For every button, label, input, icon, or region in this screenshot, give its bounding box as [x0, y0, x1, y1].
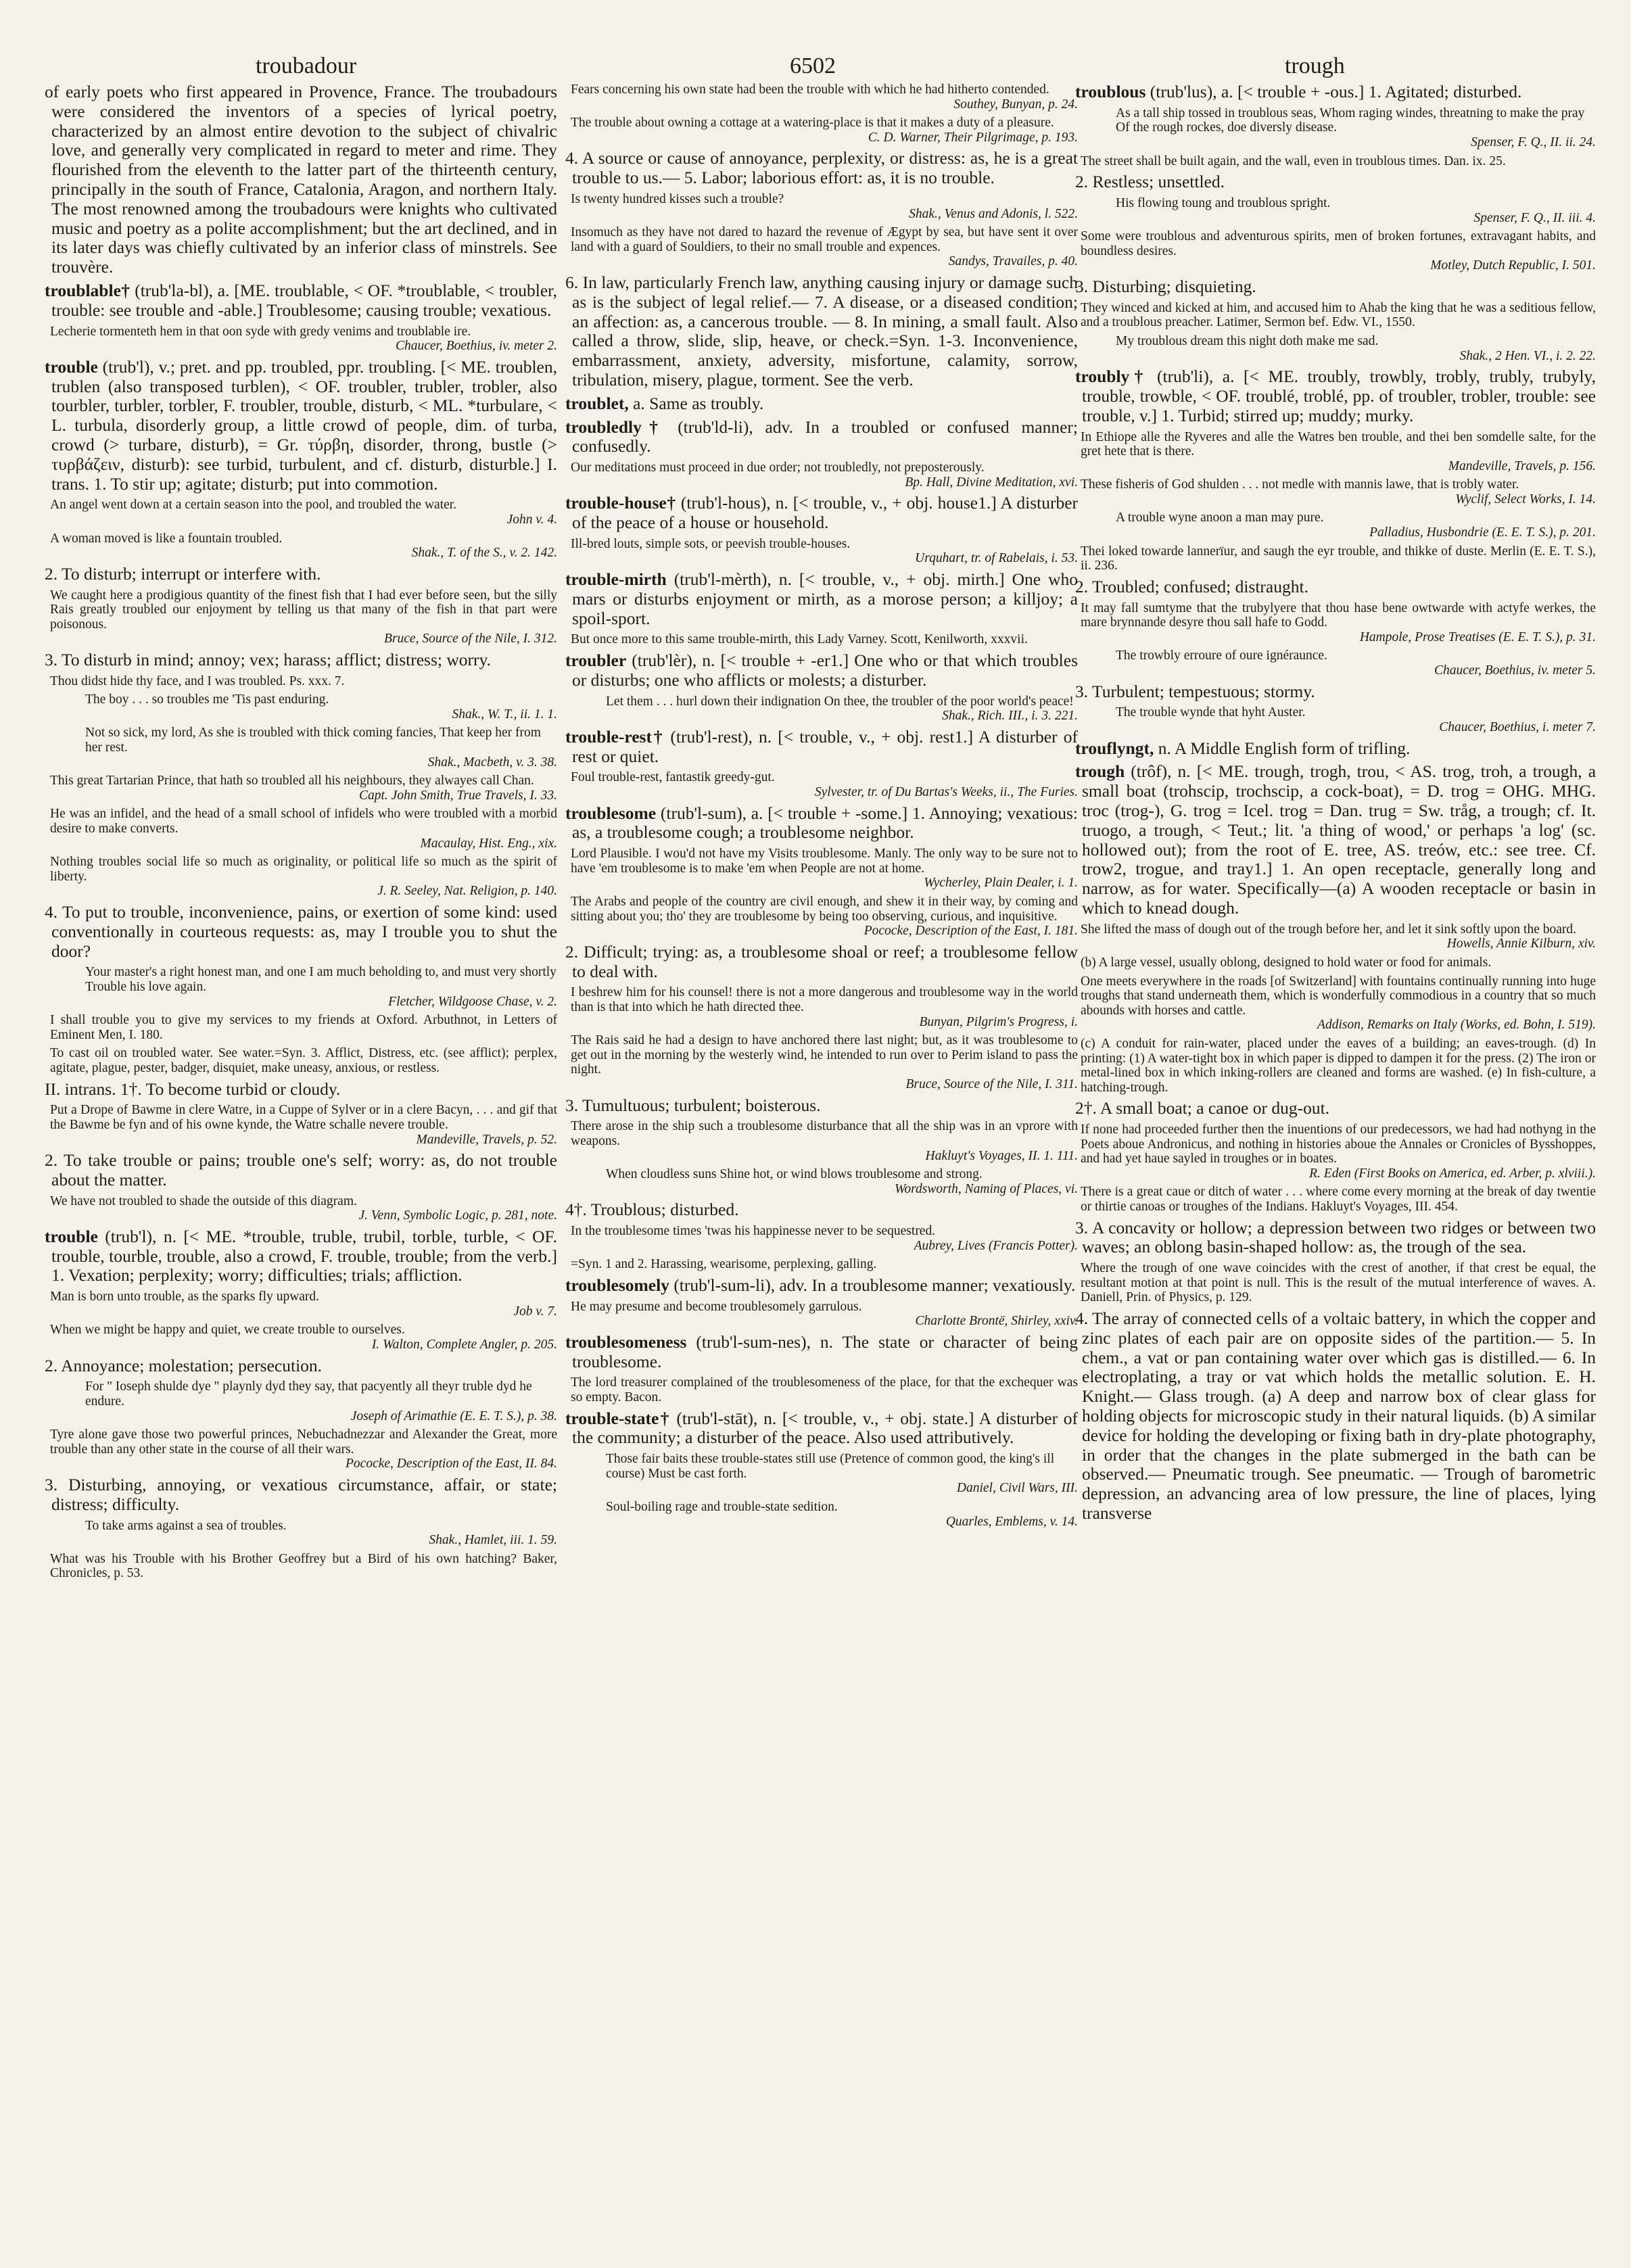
entry-text: The boy . . . so troubles me 'Tis past enduring. — [85, 692, 329, 707]
entry-text: Is twenty hundred kisses such a trouble? — [571, 191, 784, 206]
entry-text: We have not troubled to shade the outside of this diagram. — [50, 1194, 357, 1208]
entry-text: He may presume and become troublesomely garrulous. — [571, 1299, 862, 1314]
entry-text: Let them . . . hurl down their indignation On thee, the troubler of the poor world's peace! — [606, 694, 1074, 709]
definition-paragraph — [565, 149, 1078, 188]
entry-text: Thei loked towarde lannerïur, and saugh the eyr trouble, and thikke of duste. Merlin (E. E. T. S.), ii. 236. — [1081, 544, 1596, 573]
entry-text: (trub'l-mèrth), n. [< trouble, v., + obj. mirth.] One who mars or disturbs enjoyment or mirth, as a morose person; a killjoy; a spoil-sport. — [572, 569, 1078, 628]
definition-paragraph — [565, 1096, 1078, 1116]
entry-text: 2. To take trouble or pains; trouble one's self; worry: as, do not trouble about the matter. — [45, 1150, 557, 1189]
entry-text: They winced and kicked at him, and accused him to Ahab the king that he was a seditious fellow, and a troublous preacher. Latimer, Sermon bef. Edw. VI., 1550. — [1081, 300, 1596, 330]
quotation — [565, 116, 1078, 145]
dictionary-entry — [1075, 367, 1596, 425]
quotation — [45, 1194, 557, 1223]
citation-source: Wyclif, Select Works, I. 14. — [1455, 492, 1596, 506]
entry-text: II. intrans. 1†. To become turbid or cloudy. — [45, 1079, 341, 1099]
quotation — [45, 1379, 557, 1423]
quotation — [565, 770, 1078, 799]
citation-source: Quarles, Emblems, v. 14. — [945, 1514, 1078, 1529]
entry-text: (trub'li), a. [< ME. troubly, trowbly, trobly, trubly, trubyly, trouble, trowble, < OF. troublé, troblé, pp. of troubler, trobler, trouble: see trouble, v.] 1. Turbid; stirred up; muddy; murky. — [1082, 367, 1596, 425]
citation-source: Daniel, Civil Wars, III. — [956, 1481, 1078, 1496]
quotation — [565, 1300, 1078, 1329]
quotation — [45, 1290, 557, 1319]
entry-text: The trouble wynde that hyht Auster. — [1116, 705, 1306, 720]
citation-source: Shak., Rich. III., i. 3. 221. — [942, 709, 1078, 724]
citation-source: Wordsworth, Naming of Places, vi. — [894, 1181, 1078, 1196]
dictionary-entry — [565, 1409, 1078, 1448]
entry-text: The trowbly erroure of oure ignéraunce. — [1116, 648, 1327, 663]
quotation — [1075, 229, 1596, 273]
entry-text: (trub'la-bl), a. [ME. troublable, < OF. *troublable, < troubler, trouble: see trouble and -able.] Troublesome; causing trouble; vexatious. — [51, 280, 557, 320]
quotation — [1075, 922, 1596, 951]
dictionary-entry — [565, 1276, 1078, 1296]
entry-text: 3. Tumultuous; turbulent; boisterous. — [565, 1095, 821, 1115]
column-1 — [45, 82, 557, 2253]
quotation — [45, 1427, 557, 1471]
entry-text: (trub'l), n. [< ME. *trouble, truble, trubil, torble, turble, < OF. trouble, tourble, trouble, also a crowd, F. trouble, trouble; from the verb.] 1. Vexation; perplexity; worry; difficulties; trials; affliction. — [51, 1226, 557, 1285]
quotation — [1075, 705, 1596, 734]
citation-source: Sylvester, tr. of Du Bartas's Weeks, ii., The Furies. — [814, 785, 1078, 800]
quotation — [565, 985, 1078, 1029]
entry-text: For " Ioseph shulde dye " playnly dyd they say, that pacyently all theyr truble dyd he endure. — [85, 1379, 532, 1409]
quotation — [565, 225, 1078, 269]
entry-text: In the troublesome times 'twas his happinesse never to be sequestred. — [571, 1224, 936, 1239]
headword: troubler — [565, 651, 627, 671]
citation-source: Chaucer, Boethius, iv. meter 2. — [395, 339, 557, 354]
quotation — [1075, 1185, 1596, 1214]
entry-text: 2. Annoyance; molestation; persecution. — [45, 1355, 323, 1375]
entry-text: The Arabs and people of the country are civil enough, and shew it in their way, by coming and sitting about you; tho' they are troublesome by being too observing, curious, and inquisitive. — [571, 895, 1078, 924]
quotation — [45, 965, 557, 1009]
quotation — [45, 1552, 557, 1581]
definition-paragraph — [1075, 172, 1596, 192]
quotation — [45, 588, 557, 646]
definition-paragraph — [45, 903, 557, 961]
dictionary-entry — [565, 394, 1078, 414]
quotation — [45, 774, 557, 803]
entry-text: (trub'ld-li), adv. In a troubled or confused manner; confusedly. — [572, 417, 1078, 456]
headword: troublet, — [565, 393, 629, 413]
entry-text: 3. Turbulent; tempestuous; stormy. — [1075, 681, 1315, 701]
entry-text: (c) A conduit for rain-water, placed under the eaves of a building; an eaves-trough. (d) In printing: (1) A water-tight box in which paper is dipped to dampen it for the press. (2) The iron or metal-lined box in which inking-rollers are cleaned and forms are washed. (e) In fish-culture, a hatching-trough. — [1081, 1036, 1596, 1095]
quotation — [45, 674, 557, 689]
entry-text: 2. To disturb; interrupt or interfere with. — [45, 563, 321, 584]
headword: trouble — [45, 356, 98, 377]
entry-text: =Syn. 1 and 2. Harassing, wearisome, perplexing, galling. — [571, 1257, 877, 1272]
definition-paragraph — [1075, 577, 1596, 597]
entry-text: a. Same as troubly. — [633, 393, 764, 413]
quotation — [1075, 334, 1596, 363]
definition-paragraph — [45, 1475, 557, 1515]
entry-text: If none had proceeded further then the inuentions of our predecessors, we had had nothyng in the Poets aboue Andronicus, and nothing in histories aboue the Annales or Cronicles of Bysshoppes, and had yet haue sayled in troughes or in boates. — [1081, 1123, 1596, 1166]
dictionary-entry — [565, 804, 1078, 843]
quotation — [45, 855, 557, 899]
definition-paragraph — [45, 1080, 557, 1100]
quotation — [565, 632, 1078, 647]
definition-paragraph — [45, 1356, 557, 1376]
entry-text: (trub'l-hous), n. [< trouble, v., + obj. house1.] A disturber of the peace of a house or household. — [572, 493, 1078, 533]
definition-paragraph — [1075, 1099, 1596, 1118]
citation-source: Macaulay, Hist. Eng., xix. — [420, 836, 557, 851]
dictionary-entry — [45, 358, 557, 494]
entry-text: What was his Trouble with his Brother Geoffrey but a Bird of his own hatching? Baker, Chronicles, p. 53. — [50, 1551, 557, 1581]
citation-source: Palladius, Husbondrie (E. E. T. S.), p. 201. — [1369, 525, 1596, 540]
entry-text: 3. To disturb in mind; annoy; vex; harass; afflict; distress; worry. — [45, 649, 491, 669]
citation-source: Southey, Bunyan, p. 24. — [953, 97, 1078, 112]
entry-text: I beshrew him for his counsel! there is not a more dangerous and troublesome way in the world than is that into which he hath directed thee. — [571, 985, 1078, 1014]
definition-paragraph — [45, 565, 557, 584]
entry-text: (trub'l-sum-nes), n. The state or character of being troublesome. — [572, 1331, 1078, 1371]
entry-text: 2†. A small boat; a canoe or dug-out. — [1075, 1098, 1330, 1118]
entry-text: A woman moved is like a fountain troubled. — [50, 531, 283, 546]
headword: trough — [1075, 761, 1125, 782]
entry-text: Soul-boiling rage and trouble-state sedition. — [606, 1500, 838, 1515]
citation-source: John v. 4. — [506, 512, 557, 527]
entry-text: 4. To put to trouble, inconvenience, pains, or exertion of some kind: used conventionally in courteous requests: as, may I trouble you to shut the door? — [45, 901, 557, 961]
entry-text: (b) A large vessel, usually oblong, designed to hold water or food for animals. — [1081, 955, 1492, 970]
definition-paragraph — [1075, 1309, 1596, 1523]
quotation — [1075, 1037, 1596, 1095]
entry-text: (trub'l), v.; pret. and pp. troubled, ppr. troubling. [< ME. troublen, trublen (also transposed turblen), < OF. troubler, trubler, trobler, also tourbler, turbler, torbler, F. troubler, trouble, disturb, < ML. *turbulare, < L. turbula, disorderly group, a little crowd of people, dim. of turba, crowd (> turbare, disturb), = Gr. τύρβη, disorder, throng, bustle (> τυρβάζειν, disturb): see turbid, turbulent, and cf. disturb, disturble.] I. trans. 1. To stir up; agitate; disturb; put into commotion. — [51, 356, 557, 494]
headword: trouble-state† — [565, 1408, 671, 1428]
dictionary-entry — [565, 728, 1078, 767]
definition-paragraph — [1075, 1219, 1596, 1258]
definition-paragraph — [45, 82, 557, 277]
citation-source: Mandeville, Travels, p. 52. — [416, 1132, 557, 1147]
entry-text: The Rais said he had a design to have anchored there last night; but, as it was troublesome to get out in the morning by the westerly wind, he intended to run over to Perim island to pass the night. — [571, 1033, 1078, 1077]
dictionary-entry — [565, 494, 1078, 533]
entry-text: When we might be happy and quiet, we create trouble to ourselves. — [50, 1323, 405, 1338]
citation-source: Charlotte Brontë, Shirley, xxiv. — [915, 1314, 1078, 1329]
quotation — [45, 1103, 557, 1147]
quotation — [1075, 154, 1596, 169]
entry-text: There arose in the ship such a troublesome disturbance that all the ship was in an vprore with weapons. — [571, 1119, 1078, 1148]
entry-text: To cast oil on troubled water. See water.=Syn. 3. Afflict, Distress, etc. (see afflict); perplex, agitate, plague, pester, badger, disquiet, make uneasy, anxious, or restless. — [50, 1046, 557, 1075]
quotation — [45, 1323, 557, 1352]
definition-paragraph — [565, 273, 1078, 390]
entry-text: 4†. Troublous; disturbed. — [565, 1200, 739, 1220]
quotation — [45, 1519, 557, 1548]
quotation — [1075, 955, 1596, 970]
entry-text: Those fair baits these trouble-states still use (Pretence of common good, the king's ill course) Must be cast forth. — [606, 1452, 1055, 1481]
headword: troublable† — [45, 280, 131, 300]
quotation — [1075, 974, 1596, 1033]
quotation — [1075, 1123, 1596, 1181]
quotation — [1075, 648, 1596, 678]
quotation — [45, 1013, 557, 1042]
quotation — [565, 1167, 1078, 1196]
quotation — [565, 1452, 1078, 1496]
entry-text: To take arms against a sea of troubles. — [85, 1518, 287, 1533]
quotation — [45, 531, 557, 561]
quotation — [45, 807, 557, 851]
definition-paragraph — [1075, 277, 1596, 297]
citation-source: Shak., W. T., ii. 1. 1. — [452, 707, 557, 722]
column-2 — [565, 82, 1078, 2253]
dictionary-entry — [565, 418, 1078, 457]
entry-text: of early poets who first appeared in Provence, France. The troubadours were considered the inventors of a species of lyrical poetry, characterized by an almost entire devotion to the subject of chivalric love, and generally very complicated in regard to meter and rime. They flourished from the eleventh to the latter part of the thirteenth century, principally in the south of France, Catalonia, Aragon, and northern Italy. The most renowned among the troubadours were knights who cultivated music and poetry as a polite accomplishment; but the art declined, and in its later days was chiefly cultivated by an inferior class of minstrels. See trouvère. — [45, 82, 557, 277]
citation-source: Hampole, Prose Treatises (E. E. T. S.), p. 31. — [1359, 630, 1596, 644]
entry-text: Not so sick, my lord, As she is troubled with thick coming fancies, That keep her from her rest. — [85, 726, 541, 755]
entry-text: n. A Middle English form of trifling. — [1158, 738, 1411, 758]
entry-text: Nothing troubles social life so much as originality, or political life so much as the spirit of liberty. — [50, 855, 557, 884]
quotation — [565, 192, 1078, 221]
headword: trouble-house† — [565, 493, 676, 513]
entry-text: (trub'l-sum), a. [< trouble + -some.] 1. Annoying; vexatious: as, a troublesome cough; a troublesome neighbor. — [572, 803, 1078, 843]
citation-source: Pococke, Description of the East, I. 181. — [864, 924, 1078, 939]
entry-text: I shall trouble you to give my services to my friends at Oxford. Arbuthnot, in Letters of Eminent Men, I. 180. — [50, 1013, 557, 1042]
entry-text: An angel went down at a certain season into the pool, and troubled the water. — [50, 498, 457, 513]
headword: trouble-mirth — [565, 569, 667, 590]
quotation — [45, 498, 557, 527]
quotation — [1075, 430, 1596, 474]
left-guide-word: troubadour — [256, 53, 357, 78]
entry-text: Where the trough of one wave coincides with the crest of another, if that crest be equal, the resultant motion at that point is null. This is the result of the mutual interference of waves. A. Daniell, Prin. of Physics, p. 129. — [1081, 1261, 1596, 1305]
citation-source: Pococke, Description of the East, II. 84. — [346, 1457, 557, 1471]
quotation — [1075, 477, 1596, 506]
citation-source: Mandeville, Travels, p. 156. — [1448, 458, 1596, 473]
entry-text: A trouble wyne anoon a man may pure. — [1116, 511, 1324, 525]
headword: troublous — [1075, 82, 1146, 101]
quotation — [565, 1257, 1078, 1272]
citation-source: J. R. Seeley, Nat. Religion, p. 140. — [377, 884, 557, 899]
entry-text: Ill-bred louts, simple sots, or peevish trouble-houses. — [571, 536, 851, 551]
quotation — [565, 82, 1078, 112]
entry-text: 2. Difficult; trying: as, a troublesome shoal or reef; a troublesome fellow to deal with. — [565, 941, 1078, 981]
citation-source: Job v. 7. — [513, 1304, 557, 1319]
entry-text: Foul trouble-rest, fantastik greedy-gut. — [571, 770, 775, 785]
definition-paragraph — [1075, 682, 1596, 702]
entry-text: (trub'l-sum-li), adv. In a troublesome manner; vexatiously. — [673, 1275, 1076, 1295]
headword: troubly† — [1075, 367, 1148, 387]
entry-text: 3. A concavity or hollow; a depression between two ridges or between two waves; an oblong basin-shaped hollow: as, the trough of the sea. — [1075, 1217, 1596, 1257]
entry-text: Insomuch as they have not dared to hazard the revenue of Ægypt by sea, but have sent it over land with a guard of Souldiers, to their no small trouble and expences. — [571, 225, 1078, 254]
entry-text: 2. Troubled; confused; distraught. — [1075, 576, 1308, 596]
quotation — [1075, 511, 1596, 540]
dictionary-entry — [565, 1333, 1078, 1372]
entry-text: Lecherie tormenteth hem in that oon syde with gredy venims and troublable ire. — [50, 324, 471, 339]
page-number: 6502 — [790, 53, 836, 78]
quotation — [1075, 106, 1596, 150]
quotation — [45, 692, 557, 722]
entry-text: We caught here a prodigious quantity of the finest fish that I had ever before seen, but the silly Rais greatly troubled our enjoyment by telling us that many of the fish in that part were poisonous. — [50, 588, 557, 632]
quotation — [565, 1500, 1078, 1529]
entry-text: One meets everywhere in the roads [of Switzerland] with fountains continually running into huge troughs that stand underneath them, which is wonderfully commodious in a country that so much abounds with horses and cattle. — [1081, 974, 1596, 1018]
citation-source: Bp. Hall, Divine Meditation, xvi. — [905, 475, 1078, 490]
quotation — [565, 1224, 1078, 1253]
headword: troublesome — [565, 803, 657, 823]
citation-source: Shak., T. of the S., v. 2. 142. — [411, 546, 557, 561]
entry-text: These fisheris of God shulden . . . not medle with mannis lawe, that is trobly water. — [1081, 477, 1519, 492]
citation-source: Chaucer, Boethius, i. meter 7. — [1439, 720, 1596, 734]
quotation — [45, 325, 557, 354]
dictionary-entry — [1075, 762, 1596, 918]
citation-source: R. Eden (First Books on America, ed. Arber, p. xlviii.). — [1309, 1166, 1596, 1181]
entry-text: (trub'l-stāt), n. [< trouble, v., + obj. state.] A disturber of the community; a disturber of the peace. Also used attributively. — [572, 1408, 1078, 1448]
quotation — [565, 895, 1078, 939]
dictionary-entry — [565, 570, 1078, 628]
citation-source: Shak., Hamlet, iii. 1. 59. — [429, 1533, 557, 1548]
entry-text: (trub'l-rest), n. [< trouble, v., + obj. rest1.] A disturber of rest or quiet. — [572, 726, 1078, 766]
quotation — [1075, 301, 1596, 330]
entry-text: But once more to this same trouble-mirth, this Lady Varney. Scott, Kenilworth, xxxvii. — [571, 632, 1028, 647]
dictionary-entry — [1075, 82, 1596, 102]
entry-text: 4. The array of connected cells of a voltaic battery, in which the copper and zinc plates of each pair are on opposite sides of the partition.— 5. In chem., a vat or pan containing water over which gas is distilled.— 6. In electroplating, a tray or vat which holds the metallic solution. E. H. Knight.— Glass trough. (a) A deep and narrow box of clear glass for holding objects for microscopic study in their natural liquids. (b) A similar device for holding the developing or fixing bath in dry-plate photography, in order that the changes in the plate submerged in the bath can be observed.— Pneumatic trough. See pneumatic. — Trough of barometric depression, an advancing area of low pressure, the line of places, lying transverse — [1075, 1308, 1596, 1523]
entry-text: Man is born unto trouble, as the sparks fly upward. — [50, 1290, 320, 1304]
citation-source: Fletcher, Wildgoose Chase, v. 2. — [388, 994, 557, 1009]
entry-text: The street shall be built again, and the wall, even in troublous times. Dan. ix. 25. — [1081, 153, 1506, 168]
quotation — [565, 1119, 1078, 1163]
column-3 — [1075, 82, 1596, 2253]
entry-text: 4. A source or cause of annoyance, perplexity, or distress: as, he is a great trouble to us.— 5. Labor; laborious effort: as, it is no trouble. — [565, 148, 1078, 188]
headword: troublesomely — [565, 1275, 669, 1295]
dictionary-entry — [1075, 739, 1596, 759]
citation-source: Shak., Venus and Adonis, l. 522. — [909, 206, 1078, 221]
quotation — [1075, 544, 1596, 573]
citation-source: Capt. John Smith, True Travels, I. 33. — [358, 788, 557, 803]
citation-source: Bunyan, Pilgrim's Progress, i. — [919, 1014, 1078, 1029]
quotation — [45, 1046, 557, 1075]
quotation — [1075, 1261, 1596, 1305]
entry-text: The trouble about owning a cottage at a watering-place is that it makes a duty of a pleasure. — [571, 116, 1054, 131]
citation-source: Spenser, F. Q., II. iii. 4. — [1473, 210, 1596, 225]
entry-text: Your master's a right honest man, and one I am much beholding to, and must very shortly Trouble his love again. — [85, 965, 557, 994]
headword: troublesomeness — [565, 1331, 687, 1352]
entry-text: (trub'lus), a. [< trouble + -ous.] 1. Agitated; disturbed. — [1150, 82, 1522, 101]
citation-source: Wycherley, Plain Dealer, i. 1. — [924, 876, 1078, 891]
citation-source: Bruce, Source of the Nile, I. 312. — [384, 632, 557, 646]
entry-text: Tyre alone gave those two powerful princes, Nebuchadnezzar and Alexander the Great, more trouble than any other state in the course of all their wars. — [50, 1427, 557, 1457]
citation-source: Joseph of Arimathie (E. E. T. S.), p. 38. — [350, 1409, 557, 1423]
right-guide-word: trough — [1285, 53, 1345, 78]
quotation — [565, 1033, 1078, 1091]
citation-source: Bruce, Source of the Nile, I. 311. — [905, 1077, 1078, 1091]
entry-text: Some were troublous and adventurous spirits, men of broken fortunes, extravagant habits, and boundless desires. — [1081, 229, 1596, 258]
citation-source: Hakluyt's Voyages, II. 1. 111. — [925, 1148, 1078, 1163]
dictionary-entry — [45, 1227, 557, 1285]
entry-text: As a tall ship tossed in troublous seas, Whom raging windes, threatning to make the pray Of the rough rockes, doe diversly disease. — [1116, 105, 1585, 135]
citation-source: Addison, Remarks on Italy (Works, ed. Bohn, I. 519). — [1317, 1018, 1596, 1033]
quotation — [45, 726, 557, 770]
entry-text: 3. Disturbing, annoying, or vexatious circumstance, affair, or state; distress; difficulty. — [45, 1475, 557, 1514]
entry-text: (trub'lèr), n. [< trouble + -er1.] One who or that which troubles or disturbs; one who afflicts or molests; a disturber. — [572, 651, 1078, 690]
dictionary-entry — [45, 281, 557, 321]
entry-text: Put a Drope of Bawme in clere Watre, in a Cuppe of Sylver or in a clere Bacyn, . . . and gif that the Bawme be fyn and of his owne kynde, the Watre schalle nevere trouble. — [50, 1103, 557, 1132]
citation-source: I. Walton, Complete Angler, p. 205. — [371, 1338, 557, 1352]
definition-paragraph — [45, 1151, 557, 1190]
dictionary-entry — [565, 651, 1078, 690]
quotation — [565, 694, 1078, 724]
citation-source: Howells, Annie Kilburn, xiv. — [1446, 937, 1596, 951]
entry-text: 6. In law, particularly French law, anything causing injury or damage such as is the subject of legal relief.— 7. A disease, or a diseased condition; an affection: as, a cancerous trouble. — 8. In mining, a small fault. Also called a throw, slide, slip, heave, or check.=Syn. 1-3. Inconvenience, embarrassment, anxiety, adversity, misfortune, calamity, sorrow, tribulation, misery, plague, torment. See the verb. — [565, 272, 1078, 389]
entry-text: It may fall sumtyme that the trubylyere that thou hase bene owtwarde with actyfe werkes, the mare brynnande desyre thou sall hafe to Godd. — [1081, 600, 1596, 630]
citation-source: Urquhart, tr. of Rabelais, i. 53. — [915, 551, 1078, 566]
entry-text: He was an infidel, and the head of a small school of infidels who were troubled with a morbid desire to make converts. — [50, 807, 557, 836]
citation-source: J. Venn, Symbolic Logic, p. 281, note. — [358, 1208, 557, 1223]
entry-text: (trôf), n. [< ME. trough, trogh, trou, < AS. trog, troh, a trough, a small boat (trohscip, trochscip, a cock-boat), = D. trog = OHG. MHG. troc (trog-), G. trog = Icel. trog = Dan. trug = Sw. tråg, a trough; cf. It. truogo, a trough, < Teut.; lit. 'a thing of wood,' or perhaps 'a log' (sc. hollowed out); from the root of E. tree, AS. treów, etc.: see tree. Cf. trow2, trogue, and tray1.] 1. An open receptacle, generally long and narrow, as for water. Specifically—(a) A wooden receptacle or basin in which to knead dough. — [1082, 761, 1596, 918]
entry-text: 3. Disturbing; disquieting. — [1075, 276, 1256, 296]
definition-paragraph — [45, 651, 557, 670]
entry-text: There is a great caue or ditch of water . . . where come every morning at the break of day twentie or thirtie canoas or troughes of the Indians. Hakluyt's Voyages, III. 454. — [1081, 1185, 1596, 1214]
headword: trouflyngt, — [1075, 738, 1154, 758]
citation-source: Spenser, F. Q., II. ii. 24. — [1471, 135, 1596, 149]
quotation — [1075, 601, 1596, 645]
quotation — [1075, 196, 1596, 225]
headword: trouble-rest† — [565, 726, 665, 747]
entry-text: Lord Plausible. I wou'd not have my Visits troublesome. Manly. The only way to be sure not to have 'em troublesome is to make 'em when People are not at home. — [571, 847, 1078, 876]
entry-text: This great Tartarian Prince, that hath so troubled all his neighbours, they alwayes call Chan. — [50, 774, 534, 788]
entry-text: The lord treasurer complained of the troublesomeness of the place, for that the exchequer was so empty. Bacon. — [571, 1375, 1078, 1405]
entry-text: In Ethiope alle the Ryveres and alle the Watres ben trouble, and thei ben somdelle salte, for the gret hete that is there. — [1081, 429, 1596, 459]
headword: troubledly† — [565, 417, 666, 437]
citation-source: Sandys, Travailes, p. 40. — [948, 254, 1078, 269]
citation-source: Chaucer, Boethius, iv. meter 5. — [1434, 663, 1596, 678]
citation-source: Aubrey, Lives (Francis Potter). — [914, 1238, 1078, 1253]
entry-text: Our meditations must proceed in due order; not troubledly, not preposterously. — [571, 460, 985, 475]
citation-source: Shak., Macbeth, v. 3. 38. — [427, 755, 557, 770]
quotation — [565, 1375, 1078, 1404]
entry-text: She lifted the mass of dough out of the trough before her, and let it sink softly upon the board. — [1081, 922, 1577, 937]
definition-paragraph — [565, 943, 1078, 982]
entry-text: His flowing toung and troublous spright. — [1116, 195, 1331, 210]
quotation — [565, 537, 1078, 566]
entry-text: Thou didst hide thy face, and I was troubled. Ps. xxx. 7. — [50, 674, 345, 688]
headword: trouble — [45, 1226, 98, 1246]
quotation — [565, 847, 1078, 891]
quotation — [565, 460, 1078, 490]
entry-text: When cloudless suns Shine hot, or wind blows troublesome and strong. — [606, 1167, 983, 1182]
citation-source: Motley, Dutch Republic, I. 501. — [1430, 258, 1596, 273]
definition-paragraph — [565, 1200, 1078, 1220]
citation-source: C. D. Warner, Their Pilgrimage, p. 193. — [868, 130, 1078, 145]
running-header — [0, 53, 1631, 84]
citation-source: Shak., 2 Hen. VI., i. 2. 22. — [1459, 348, 1596, 363]
entry-text: My troublous dream this night doth make me sad. — [1116, 333, 1379, 348]
entry-text: 2. Restless; unsettled. — [1075, 172, 1225, 192]
entry-text: Fears concerning his own state had been the trouble with which he had hitherto contended. — [571, 82, 1049, 97]
